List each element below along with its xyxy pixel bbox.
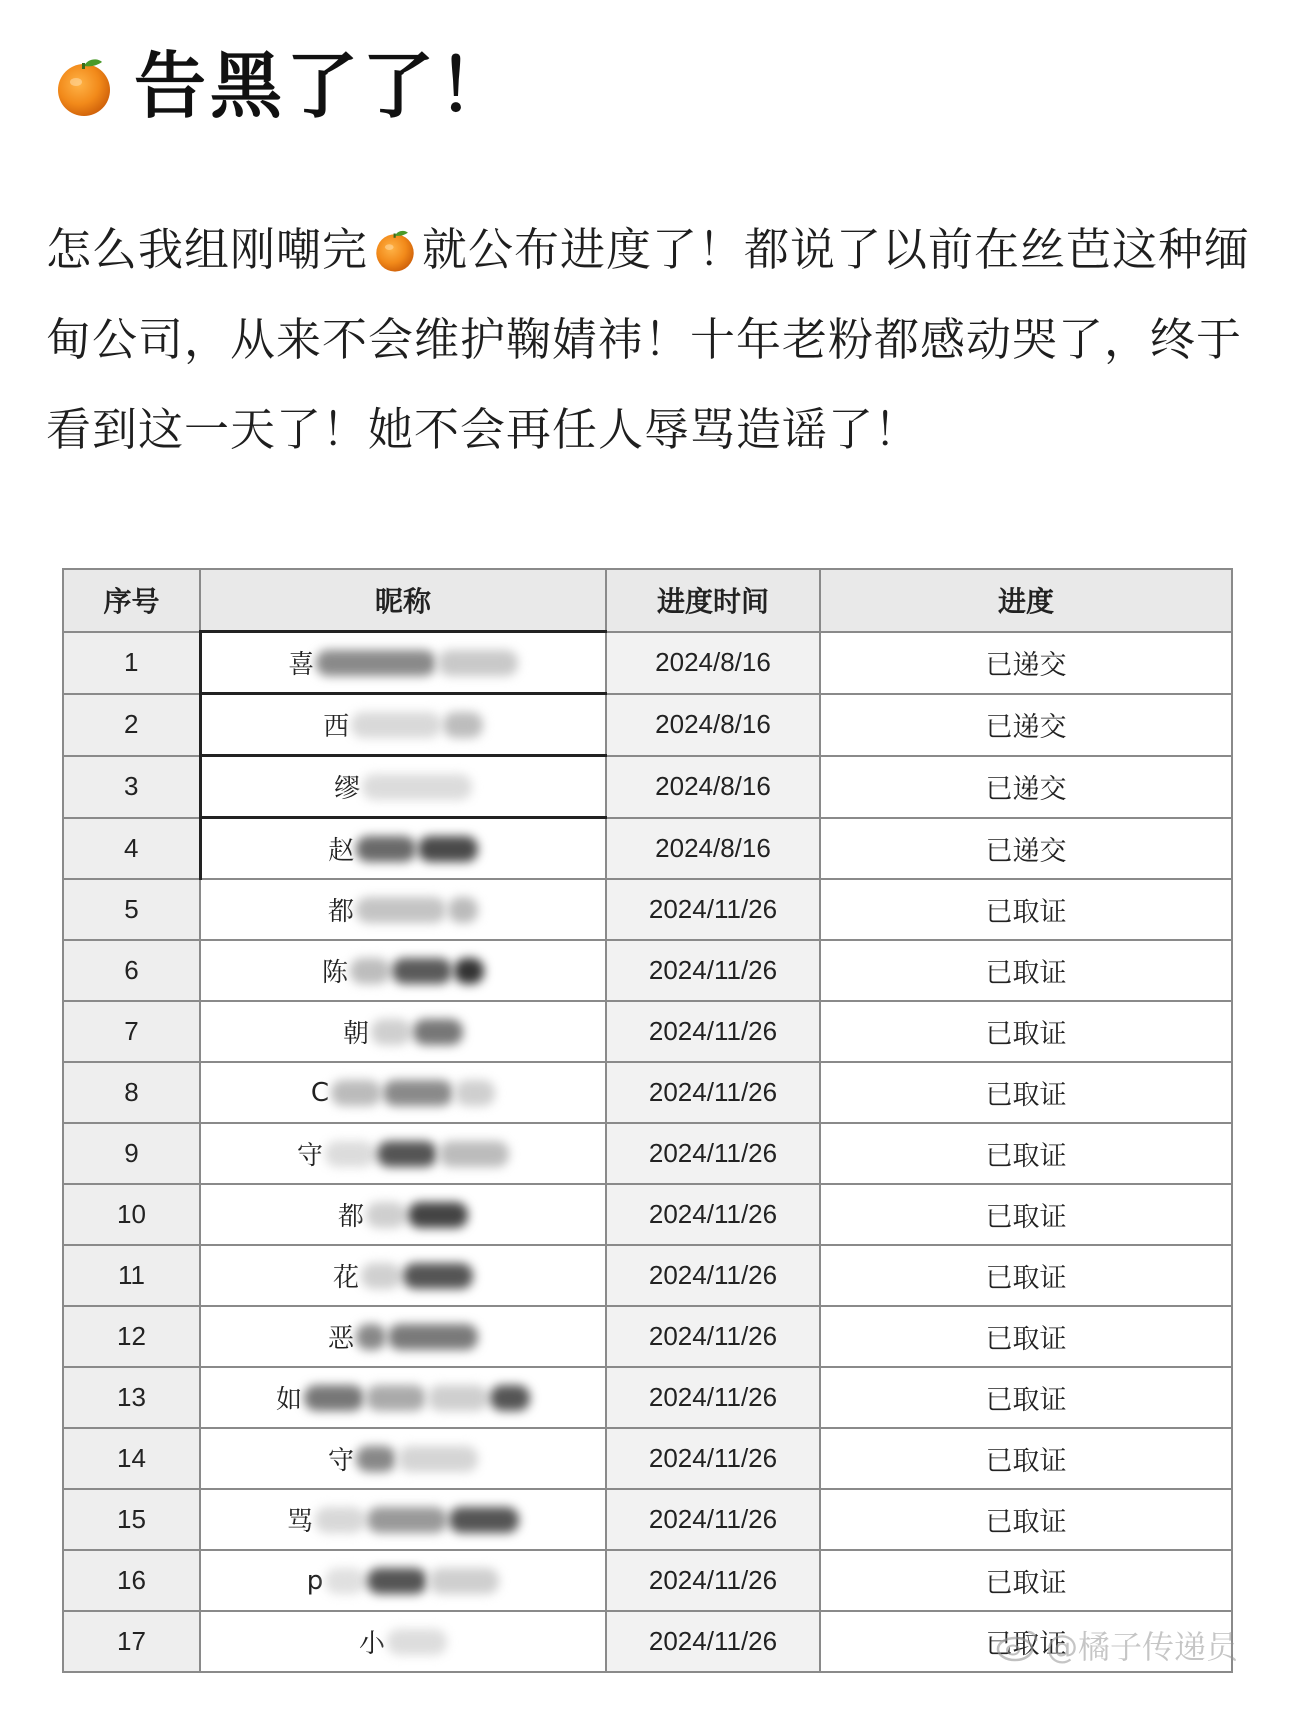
nickname-wrapper (276, 1379, 530, 1416)
cell-nickname (200, 1184, 606, 1245)
watermark (996, 1622, 1238, 1668)
nickname-redaction-mask (439, 1141, 509, 1167)
nickname-redaction-mask (398, 1446, 478, 1472)
nickname-redaction-mask (383, 1080, 453, 1106)
post-body-part1: 怎么我组刚嘲完 (46, 223, 369, 276)
table-row (63, 818, 1232, 880)
nickname-redaction-mask (490, 1385, 530, 1411)
nickname-redaction-mask (366, 1202, 406, 1228)
cell-status: 已取证 (820, 879, 1232, 940)
cell-status: 已递交 (820, 756, 1232, 818)
cell-index: 12 (63, 1306, 200, 1367)
cell-date: 2024/11/26 (606, 1611, 820, 1672)
cell-date: 2024/11/26 (606, 1001, 820, 1062)
header-index: 序号 (63, 569, 200, 632)
nickname-redaction-mask (443, 712, 483, 738)
cell-nickname (200, 1611, 606, 1672)
cell-date: 2024/8/16 (606, 818, 820, 880)
nickname-wrapper (297, 1135, 509, 1172)
nickname-redaction-mask (304, 1385, 364, 1411)
nickname-redaction-mask (367, 1568, 427, 1594)
nickname-redaction-mask (418, 836, 478, 862)
table-row (63, 1550, 1232, 1611)
nickname-wrapper (323, 706, 483, 743)
table-header-row (63, 569, 1232, 632)
cell-date: 2024/11/26 (606, 1428, 820, 1489)
post-title-row (52, 36, 514, 136)
nickname-wrapper (343, 1013, 463, 1050)
table-row (63, 1245, 1232, 1306)
cell-date: 2024/8/16 (606, 756, 820, 818)
nickname-redaction-mask (362, 774, 472, 800)
nickname-visible-char: 都 (327, 897, 354, 927)
cell-nickname (200, 818, 606, 880)
nickname-visible-char: 小 (358, 1629, 385, 1659)
cell-date: 2024/11/26 (606, 1306, 820, 1367)
nickname-redaction-mask (388, 1324, 478, 1350)
table-row (63, 756, 1232, 818)
cell-date: 2024/11/26 (606, 1489, 820, 1550)
cell-date: 2024/11/26 (606, 1062, 820, 1123)
cell-status: 已递交 (820, 632, 1232, 694)
cell-date: 2024/11/26 (606, 879, 820, 940)
nickname-wrapper (287, 1501, 519, 1538)
cell-date: 2024/11/26 (606, 1123, 820, 1184)
cell-nickname (200, 694, 606, 756)
table-row (63, 1306, 1232, 1367)
cell-nickname (200, 1367, 606, 1428)
cell-nickname (200, 756, 606, 818)
cell-index: 9 (63, 1123, 200, 1184)
tangerine-icon (372, 227, 418, 273)
nickname-redaction-mask (438, 650, 518, 676)
table-row (63, 1062, 1232, 1123)
nickname-redaction-mask (331, 1080, 381, 1106)
nickname-wrapper (328, 1440, 478, 1477)
cell-index: 14 (63, 1428, 200, 1489)
nickname-redaction-mask (356, 836, 416, 862)
nickname-visible-char: 西 (323, 712, 350, 742)
cell-status: 已取证 (820, 1184, 1232, 1245)
progress-table-image (62, 568, 1231, 1673)
cell-status: 已取证 (820, 1428, 1232, 1489)
nickname-redaction-mask (351, 712, 441, 738)
nickname-redaction-mask (316, 650, 436, 676)
cell-status: 已取证 (820, 1489, 1232, 1550)
cell-status: 已取证 (820, 1001, 1232, 1062)
nickname-redaction-mask (387, 1629, 447, 1655)
nickname-redaction-mask (403, 1263, 473, 1289)
cell-nickname (200, 1245, 606, 1306)
header-status: 进度 (820, 569, 1232, 632)
cell-status: 已取证 (820, 1123, 1232, 1184)
cell-index: 1 (63, 632, 200, 694)
cell-date: 2024/11/26 (606, 1245, 820, 1306)
nickname-redaction-mask (408, 1202, 468, 1228)
nickname-redaction-mask (428, 1385, 488, 1411)
nickname-redaction-mask (361, 1263, 401, 1289)
cell-index: 5 (63, 879, 200, 940)
cell-nickname (200, 1489, 606, 1550)
table-row (63, 1367, 1232, 1428)
nickname-wrapper (328, 830, 478, 867)
cell-index: 4 (63, 818, 200, 880)
table-row (63, 1489, 1232, 1550)
cell-index: 11 (63, 1245, 200, 1306)
cell-status: 已取证 (820, 1611, 1232, 1672)
cell-index: 2 (63, 694, 200, 756)
nickname-visible-char: C (310, 1078, 330, 1108)
cell-status: 已递交 (820, 818, 1232, 880)
cell-status: 已取证 (820, 1306, 1232, 1367)
table-row (63, 632, 1232, 694)
cell-date: 2024/11/26 (606, 940, 820, 1001)
nickname-wrapper (359, 1623, 447, 1660)
watermark-text: @橘子传递员 (1045, 1628, 1238, 1666)
cell-status: 已取证 (820, 1245, 1232, 1306)
nickname-wrapper (334, 768, 472, 805)
nickname-redaction-mask (392, 958, 452, 984)
cell-status: 已取证 (820, 1550, 1232, 1611)
header-date: 进度时间 (606, 569, 820, 632)
cell-status: 已递交 (820, 694, 1232, 756)
cell-index: 13 (63, 1367, 200, 1428)
nickname-redaction-mask (454, 958, 484, 984)
table-row (63, 1123, 1232, 1184)
nickname-redaction-mask (429, 1568, 499, 1594)
cell-date: 2024/11/26 (606, 1367, 820, 1428)
cell-nickname (200, 1428, 606, 1489)
nickname-redaction-mask (356, 1324, 386, 1350)
nickname-redaction-mask (350, 958, 390, 984)
cell-nickname (200, 1001, 606, 1062)
cell-index: 3 (63, 756, 200, 818)
nickname-wrapper (338, 1196, 468, 1233)
cell-status: 已取证 (820, 940, 1232, 1001)
nickname-wrapper (322, 952, 484, 989)
nickname-visible-char: 赵 (328, 836, 355, 866)
cell-index: 10 (63, 1184, 200, 1245)
cell-date: 2024/11/26 (606, 1184, 820, 1245)
nickname-visible-char: 喜 (288, 650, 315, 680)
cell-status: 已取证 (820, 1367, 1232, 1428)
nickname-visible-char: 守 (327, 1446, 354, 1476)
tangerine-icon (52, 54, 116, 118)
nickname-visible-char: 花 (332, 1263, 359, 1293)
nickname-visible-char: 朝 (342, 1019, 369, 1049)
nickname-redaction-mask (315, 1507, 365, 1533)
cell-date: 2024/8/16 (606, 632, 820, 694)
nickname-wrapper (328, 1318, 478, 1355)
nickname-visible-char: 如 (275, 1385, 302, 1415)
table-row (63, 1184, 1232, 1245)
nickname-redaction-mask (356, 1446, 396, 1472)
nickname-visible-char: p (306, 1566, 324, 1596)
header-nickname: 昵称 (200, 569, 606, 632)
cell-nickname (200, 1550, 606, 1611)
post-body-part2: 就公布进度了！都说了以前在丝芭这种缅甸公司，从来不会维护鞠婧祎！十年老粉都感动哭了，终于看到这一天了！她不会再任人辱骂造谣了！ (46, 223, 1251, 456)
progress-table (62, 568, 1233, 1673)
cell-nickname (200, 879, 606, 940)
nickname-redaction-mask (448, 897, 478, 923)
nickname-wrapper (328, 891, 478, 928)
cell-nickname (200, 1123, 606, 1184)
nickname-visible-char: 恶 (327, 1324, 354, 1354)
nickname-redaction-mask (455, 1080, 495, 1106)
table-row (63, 1428, 1232, 1489)
table-row (63, 694, 1232, 756)
nickname-redaction-mask (325, 1568, 365, 1594)
nickname-visible-char: 缪 (334, 774, 361, 804)
nickname-redaction-mask (367, 1507, 447, 1533)
nickname-wrapper (307, 1566, 500, 1596)
weibo-icon (996, 1628, 1040, 1662)
nickname-visible-char: 陈 (321, 958, 348, 988)
cell-status: 已取证 (820, 1062, 1232, 1123)
nickname-wrapper (311, 1078, 495, 1108)
nickname-redaction-mask (325, 1141, 375, 1167)
cell-nickname (200, 940, 606, 1001)
nickname-visible-char: 都 (337, 1202, 364, 1232)
nickname-visible-char: 守 (296, 1141, 323, 1171)
table-row (63, 1001, 1232, 1062)
nickname-redaction-mask (371, 1019, 411, 1045)
post-body (46, 205, 1256, 475)
post-title: 告黑了了！ (134, 44, 515, 128)
nickname-redaction-mask (413, 1019, 463, 1045)
nickname-wrapper (333, 1257, 473, 1294)
cell-nickname (200, 1306, 606, 1367)
cell-nickname (200, 1062, 606, 1123)
table-row (63, 879, 1232, 940)
cell-index: 6 (63, 940, 200, 1001)
nickname-redaction-mask (366, 1385, 426, 1411)
cell-index: 17 (63, 1611, 200, 1672)
cell-nickname (200, 632, 606, 694)
nickname-redaction-mask (449, 1507, 519, 1533)
cell-index: 7 (63, 1001, 200, 1062)
nickname-redaction-mask (356, 897, 446, 923)
cell-date: 2024/11/26 (606, 1550, 820, 1611)
nickname-redaction-mask (377, 1141, 437, 1167)
nickname-visible-char: 骂 (286, 1507, 313, 1537)
table-row (63, 940, 1232, 1001)
cell-index: 16 (63, 1550, 200, 1611)
nickname-wrapper (288, 644, 518, 681)
cell-index: 15 (63, 1489, 200, 1550)
cell-date: 2024/8/16 (606, 694, 820, 756)
cell-index: 8 (63, 1062, 200, 1123)
